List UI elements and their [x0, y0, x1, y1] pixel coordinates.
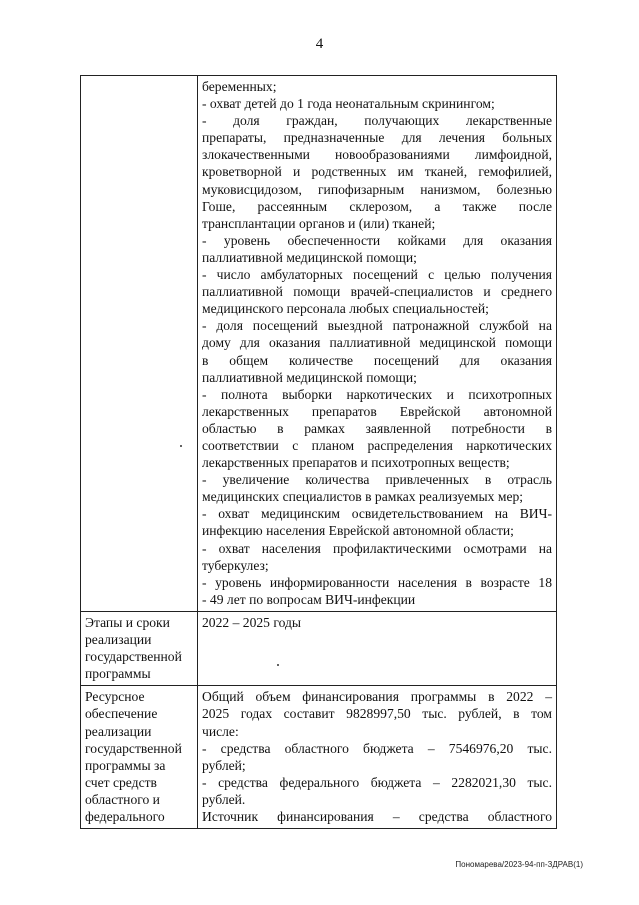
program-passport-table [80, 75, 557, 829]
content-line: числе: [202, 723, 239, 739]
table-row-funding [81, 686, 557, 829]
content-line: - 49 лет по вопросам ВИЧ-инфекции [202, 591, 416, 607]
content-cell-targets [198, 76, 557, 612]
content-line: паллиативной медицинской помощи; [202, 249, 417, 265]
content-line: соответствии с планом распределения наркотических [202, 437, 552, 453]
content-line: паллиативной помощи врачей-специалистов и среднего [202, 284, 552, 300]
label-line: Ресурсное [85, 689, 145, 705]
label-line: Этапы и сроки [85, 615, 170, 630]
content-cell-funding [198, 686, 557, 829]
content-line: дому для оказания паллиативной медицинской помощи [202, 335, 552, 351]
label-line: программы за [85, 757, 166, 773]
content-line: лекарственных препаратов Еврейской автономной [202, 403, 552, 419]
content-line: медицинского персонала любых специальностей; [202, 301, 489, 317]
content-line: областью в рамках заявленной потребности в [202, 420, 552, 436]
content-line: - охват медицинским освидетельствованием на ВИЧ- [202, 506, 552, 522]
content-line: - уровень информированности населения в возрасте 18 [202, 574, 552, 590]
content-line: беременных; [202, 79, 277, 94]
content-line: муковисцидозом, гипофизарным нанизмом, болезнью [202, 181, 552, 197]
label-line: государственной [85, 649, 182, 665]
document-code: Пономарева/2023-94-пп-ЗДРАВ(1) [455, 860, 583, 869]
content-line: инфекцию населения Еврейской автономной области; [202, 523, 514, 539]
label-line: федерального [85, 809, 165, 825]
content-line: - доля граждан, получающих лекарственные [202, 113, 552, 129]
label-line: государственной [85, 740, 182, 756]
content-line: Общий объем финансирования программы в 2022 – [202, 689, 552, 705]
table-row-stages [81, 612, 557, 686]
content-line: - полнота выборки наркотических и психотропных [202, 386, 552, 402]
content-line: - число амбулаторных посещений с целью получения [202, 267, 552, 283]
content-line: Гоше, рассеянным склерозом, а также после [202, 198, 552, 214]
content-line: - доля посещений выездной патронажной службой на [202, 318, 552, 334]
label-cell-stages [81, 612, 198, 686]
content-line: паллиативной медицинской помощи; [202, 369, 417, 385]
content-line: лекарственных препаратов и психотропных веществ; [202, 455, 510, 471]
content-cell-stages [198, 612, 557, 686]
table-row-targets [81, 76, 557, 612]
label-line: обеспечение [85, 706, 158, 722]
content-line: препараты, предназначенные для лечения больных [202, 130, 552, 146]
label-line: счет средств [85, 774, 157, 790]
page-number: 4 [315, 36, 324, 52]
content-line: кроветворной и родственных им тканей, гемофилией, [202, 164, 552, 180]
label-line: реализации [85, 632, 152, 648]
content-line: рублей; [202, 757, 246, 773]
content-line: 2022 – 2025 годы [202, 615, 302, 630]
label-cell-funding [81, 686, 198, 829]
content-line: Источник финансирования – средства областного [202, 809, 552, 825]
scan-speck [277, 664, 279, 666]
content-line: злокачественными новообразованиями лимфоидной, [202, 147, 552, 163]
content-line: 2025 годах составит 9828997,50 тыс. рублей, в том [202, 706, 552, 722]
content-line: туберкулез; [202, 557, 269, 573]
label-cell-targets [81, 76, 198, 612]
content-line: рублей. [202, 791, 246, 807]
content-line: - уровень обеспеченности койками для оказания [202, 232, 552, 248]
content-line: - охват населения профилактическими осмотрами на [202, 540, 552, 556]
content-line: - средства областного бюджета – 7546976,20 тыс. [202, 740, 552, 756]
label-line: реализации [85, 723, 152, 739]
label-line: областного и [85, 791, 160, 807]
content-line: - увеличение количества привлеченных в отрасль [202, 472, 552, 488]
content-line: - средства федерального бюджета – 2282021,30 тыс. [202, 774, 552, 790]
scan-speck [180, 445, 182, 447]
content-line: в общем количестве посещений для оказания [202, 352, 552, 368]
content-line: - охват детей до 1 года неонатальным скринингом; [202, 96, 495, 112]
label-line: программы [85, 666, 151, 682]
content-line: медицинских специалистов в рамках реализуемых мер; [202, 489, 524, 505]
content-line: трансплантации органов и (или) тканей; [202, 215, 436, 231]
